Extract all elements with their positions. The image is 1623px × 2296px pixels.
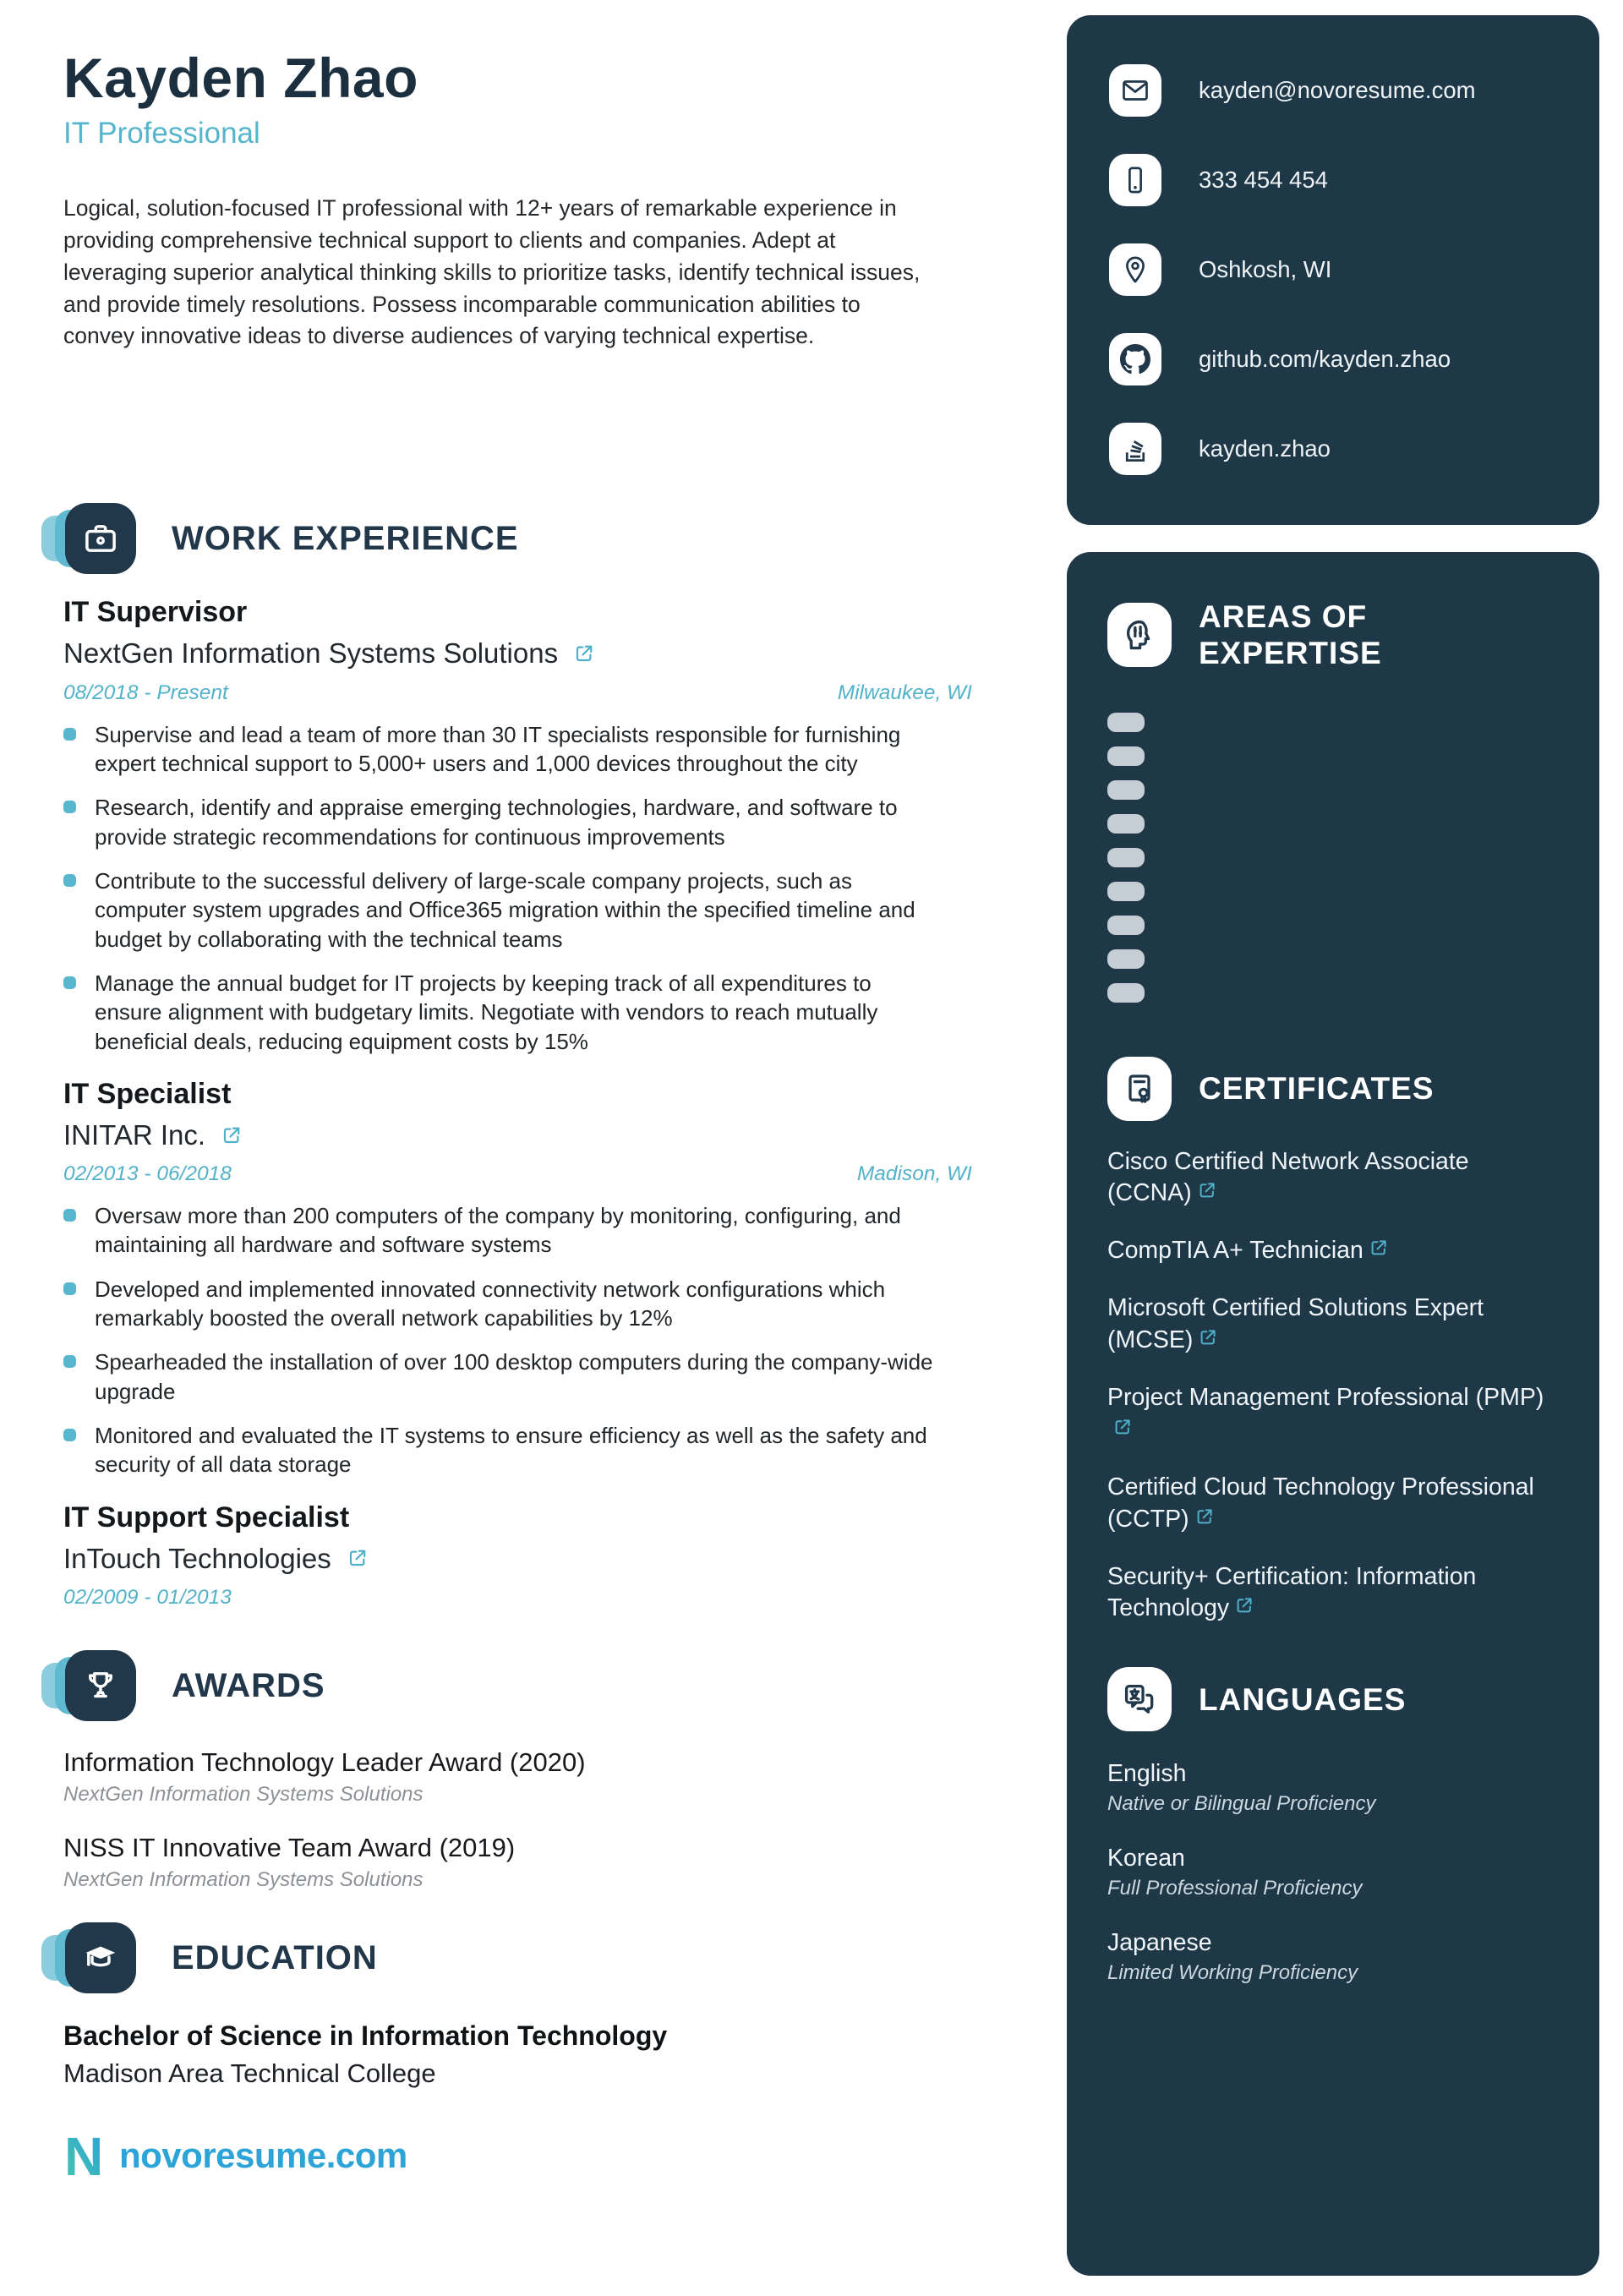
svg-text:N: N	[64, 2126, 104, 2186]
job-title: IT Supervisor	[63, 596, 248, 629]
language-list	[1107, 1760, 1559, 1985]
bullet-marker	[63, 1429, 76, 1441]
contact-value[interactable]: github.com/kayden.zhao	[1199, 346, 1451, 372]
bullet-item	[63, 1201, 943, 1260]
bullet-text: Manage the annual budget for IT projects by keeping track of all expenditures to ensure alignment with budgetary limits. Negotiate with vendors to reach mutually beneficial deals, reducing equipment costs by 15%	[95, 970, 878, 1054]
mail-icon	[1109, 64, 1161, 117]
section-education	[63, 1922, 976, 2089]
external-link-icon[interactable]	[1363, 1238, 1389, 1258]
location-icon	[1109, 243, 1161, 296]
contact-value[interactable]: kayden@novoresume.com	[1199, 77, 1476, 103]
phone-icon	[1109, 154, 1161, 206]
certificate-name[interactable]: CompTIA A+ Technician	[1107, 1237, 1363, 1265]
job-list	[63, 596, 976, 1610]
contact-value[interactable]: Oshkosh, WI	[1199, 256, 1332, 282]
section-icon-stack	[65, 1922, 136, 1993]
bullet-list	[63, 1201, 976, 1479]
job-meta-row	[63, 1586, 972, 1610]
bullet-item	[63, 969, 943, 1056]
education-icon	[65, 1922, 136, 1993]
bullet-text: Oversaw more than 200 computers of the company by monitoring, configuring, and maintaining all hardware and software systems	[95, 1203, 901, 1258]
github-icon	[1109, 333, 1161, 385]
certificate-name[interactable]: Microsoft Certified Solutions Expert (MCSE)	[1107, 1294, 1484, 1354]
education-degree: Bachelor of Science in Information Technology	[63, 2020, 668, 2052]
contact-card	[1067, 15, 1599, 525]
expertise-tag-list	[1107, 713, 1559, 1003]
award-name: Information Technology Leader Award (2020)	[63, 1747, 586, 1778]
certificates-section-header	[1107, 1057, 1559, 1121]
certificate-entry	[1107, 1146, 1559, 1211]
language-level: Limited Working Proficiency	[1107, 1961, 1358, 1985]
language-name: Japanese	[1107, 1929, 1212, 1957]
job-company-row	[63, 1118, 976, 1152]
external-link-icon[interactable]	[1189, 1506, 1215, 1527]
expertise-section-header	[1107, 599, 1559, 672]
languages-icon	[1107, 1667, 1172, 1731]
certificate-name[interactable]: Cisco Certified Network Associate (CCNA)	[1107, 1147, 1469, 1207]
expertise-tag	[1107, 848, 1145, 867]
contact-row	[1109, 423, 1557, 475]
bullet-marker	[63, 1209, 76, 1222]
bullet-item	[63, 1421, 943, 1479]
contact-row	[1109, 154, 1557, 206]
bullet-item	[63, 866, 943, 954]
job-location: Madison, WI	[856, 1162, 972, 1186]
section-title-expertise: AREAS OF EXPERTISE	[1199, 599, 1382, 671]
award-list	[63, 1747, 976, 1892]
job-company-row	[63, 1541, 976, 1576]
bullet-marker	[63, 874, 76, 887]
job-entry	[63, 1501, 976, 1610]
summary-text: Logical, solution-focused IT professional with 12+ years of remarkable experience in providing comprehensive technical support to clients and companies. Adept at leveraging superior analytical thinking skills to prioritize tasks, identify technical issues, and provide timely resolutions. Possess incomparable communication abilities to convey innovative ideas to diverse audiences of varying technical expertise.	[63, 194, 921, 349]
section-title-certificates: CERTIFICATES	[1199, 1070, 1434, 1106]
bullet-marker	[63, 1355, 76, 1368]
bullet-marker	[63, 1282, 76, 1295]
language-level: Full Professional Proficiency	[1107, 1877, 1363, 1900]
stackoverflow-icon	[1109, 423, 1161, 475]
section-icon-stack	[65, 1650, 136, 1721]
person-name: Kayden Zhao	[63, 46, 418, 109]
contact-value[interactable]: kayden.zhao	[1199, 435, 1331, 462]
sidebar	[1067, 15, 1599, 2276]
certificate-entry	[1107, 1235, 1559, 1267]
main-column	[63, 0, 976, 2185]
trophy-icon	[65, 1650, 136, 1721]
contact-value[interactable]: 333 454 454	[1199, 167, 1328, 193]
external-link-icon[interactable]	[1193, 1327, 1218, 1348]
certificate-icon	[1107, 1057, 1172, 1121]
external-link-icon[interactable]	[347, 1547, 369, 1569]
external-link-icon[interactable]	[1229, 1595, 1254, 1615]
bullet-text: Research, identify and appraise emerging technologies, hardware, and software to provide strategic recommendations for continuous improvements	[95, 795, 898, 850]
education-school: Madison Area Technical College	[63, 2058, 436, 2089]
expertise-icon	[1107, 603, 1172, 667]
job-dates: 02/2013 - 06/2018	[63, 1162, 232, 1186]
job-meta-row	[63, 1162, 972, 1186]
external-link-icon[interactable]	[1107, 1417, 1133, 1437]
contact-row	[1109, 243, 1557, 296]
certificate-entry	[1107, 1382, 1559, 1446]
expertise-tag	[1107, 949, 1145, 969]
section-title-work: WORK EXPERIENCE	[172, 519, 519, 557]
awards-section-header	[63, 1650, 976, 1721]
award-entry	[63, 1832, 976, 1892]
award-name: NISS IT Innovative Team Award (2019)	[63, 1833, 516, 1863]
certificate-entry	[1107, 1561, 1559, 1626]
job-company-row	[63, 636, 976, 670]
expertise-tag	[1107, 780, 1145, 800]
work-section-header	[63, 503, 976, 574]
bullet-text: Contribute to the successful delivery of large-scale company projects, such as computer system upgrades and Office365 migration within the specified timeline and budget by collaborating with the technical teams	[95, 867, 915, 952]
bullet-item	[63, 1348, 943, 1406]
job-company[interactable]: NextGen Information Systems Solutions	[63, 637, 559, 670]
section-awards	[63, 1650, 976, 1892]
language-entry	[1107, 1760, 1559, 1816]
external-link-icon[interactable]	[1192, 1180, 1217, 1200]
expertise-tag	[1107, 882, 1145, 901]
section-title-languages: LANGUAGES	[1199, 1681, 1407, 1717]
job-company[interactable]: INITAR Inc.	[63, 1118, 206, 1151]
bullet-text: Spearheaded the installation of over 100 desktop computers during the company-wide upgrade	[95, 1349, 933, 1404]
expertise-tag	[1107, 916, 1145, 935]
expertise-tag	[1107, 713, 1145, 732]
novoresume-n-mark	[63, 2126, 111, 2185]
certificate-list	[1107, 1146, 1559, 1626]
expertise-tag	[1107, 983, 1145, 1003]
brand-text: novoresume.com	[119, 2135, 407, 2176]
language-name: English	[1107, 1760, 1187, 1788]
external-link-icon[interactable]	[221, 1124, 243, 1146]
job-entry	[63, 1078, 976, 1479]
section-title-education: EDUCATION	[172, 1938, 378, 1976]
bullet-marker	[63, 728, 76, 741]
sidebar-info-card	[1067, 552, 1599, 2276]
certificate-entry	[1107, 1293, 1559, 1357]
job-location: Milwaukee, WI	[837, 681, 972, 704]
language-entry	[1107, 1845, 1559, 1900]
bullet-marker	[63, 801, 76, 813]
job-dates: 02/2009 - 01/2013	[63, 1586, 232, 1610]
language-entry	[1107, 1929, 1559, 1985]
person-title: IT Professional	[63, 116, 260, 150]
job-dates: 08/2018 - Present	[63, 681, 228, 704]
bullet-text: Monitored and evaluated the IT systems to ensure efficiency as well as the safety and security of all data storage	[95, 1423, 927, 1478]
external-link-icon[interactable]	[573, 642, 595, 664]
bullet-text: Developed and implemented innovated connectivity network configurations which remarkably boosted the overall network capabilities by 12%	[95, 1276, 886, 1331]
job-entry	[63, 596, 976, 1055]
language-level: Native or Bilingual Proficiency	[1107, 1792, 1376, 1816]
section-work	[63, 503, 976, 1610]
contact-list	[1109, 64, 1557, 475]
novoresume-logo[interactable]	[63, 2126, 976, 2185]
job-title: IT Support Specialist	[63, 1501, 350, 1533]
bullet-item	[63, 793, 943, 851]
bullet-item	[63, 720, 943, 779]
bullet-text: Supervise and lead a team of more than 30 IT specialists responsible for furnishing expert technical support to 5,000+ users and 1,000 devices throughout the city	[95, 721, 901, 777]
contact-row	[1109, 64, 1557, 117]
job-company[interactable]: InTouch Technologies	[63, 1542, 331, 1574]
certificate-name[interactable]: Project Management Professional (PMP)	[1107, 1384, 1544, 1412]
bullet-marker	[63, 976, 76, 989]
briefcase-icon	[65, 503, 136, 574]
bullet-list	[63, 720, 976, 1056]
languages-section-header	[1107, 1667, 1559, 1731]
language-name: Korean	[1107, 1845, 1185, 1872]
expertise-tag	[1107, 814, 1145, 834]
award-organization: NextGen Information Systems Solutions	[63, 1868, 424, 1892]
award-organization: NextGen Information Systems Solutions	[63, 1783, 424, 1807]
certificate-name[interactable]: Security+ Certification: Information Technology	[1107, 1562, 1477, 1622]
certificate-name[interactable]: Certified Cloud Technology Professional (CCTP)	[1107, 1473, 1534, 1533]
contact-row	[1109, 333, 1557, 385]
bullet-item	[63, 1275, 943, 1333]
certificate-entry	[1107, 1472, 1559, 1536]
award-entry	[63, 1747, 976, 1807]
education-section-header	[63, 1922, 976, 1993]
job-meta-row	[63, 681, 972, 705]
section-icon-stack	[65, 503, 136, 574]
expertise-tag	[1107, 746, 1145, 766]
section-title-awards: AWARDS	[172, 1666, 325, 1704]
job-title: IT Specialist	[63, 1077, 232, 1110]
